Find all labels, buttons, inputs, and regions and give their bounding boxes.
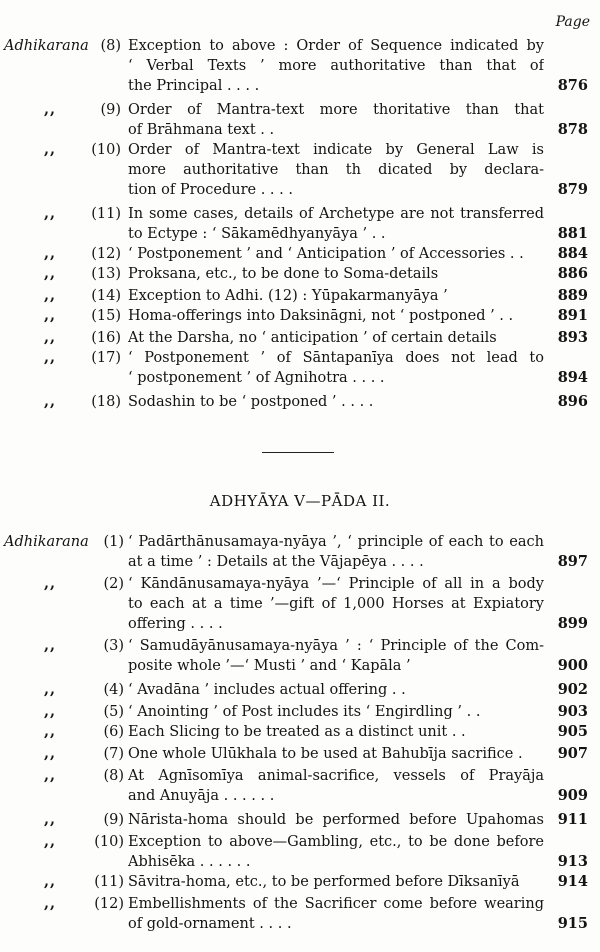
toc-entry [0,286,600,306]
entry-text [128,832,544,872]
ditto-mark: ,, [44,393,57,410]
adhikarana-label: Adhikarana [4,534,89,550]
entry-text-line: ‘ Postponement ’ of Sāntapanīya does not lead to [128,350,544,366]
entry-number: (8) [100,38,121,54]
entry-text-line: Order of Mantra-text more thoritative than that [128,102,544,118]
entry-text-line: more authoritative than th dicated by declara- [128,162,544,178]
entry-text [128,766,544,806]
page-number: 879 [557,181,588,198]
entry-text-line: of Brāhmana text . . [128,122,275,138]
page-number: 876 [557,77,588,94]
ditto-mark: ,, [44,767,57,784]
entry-text-line: Homa-offerings into Daksināgni, not ‘ postponed ’ . . [128,308,514,324]
entry-number: (14) [91,288,121,304]
entry-text [128,574,544,634]
page-number: 903 [557,703,588,720]
section-heading: ADHYĀYA V—PĀDA II. [209,492,391,510]
entry-text [128,744,544,764]
page-number: 909 [557,787,588,804]
entry-text-line: at a time ’ : Details at the Vājapēya . . . . [128,554,424,570]
page-number: 881 [557,225,588,242]
toc-entry [0,140,600,200]
page-number: 899 [557,615,588,632]
entry-text [128,264,544,284]
entry-text-line: In some cases, details of Archetype are not transferred [128,206,544,222]
entry-text [128,100,544,140]
entry-text-line: offering . . . . [128,616,223,632]
page-number: 889 [557,287,588,304]
ditto-mark: ,, [44,895,57,912]
toc-entry [0,306,600,326]
entry-text [128,286,544,306]
entry-number: (9) [103,812,124,828]
section-divider-rule [262,452,334,453]
entry-text [128,306,544,326]
ditto-mark: ,, [44,205,57,222]
page-number: 878 [557,121,588,138]
entry-text-line: Exception to above : Order of Sequence indicated by [128,38,544,54]
toc-entry [0,722,600,742]
entry-number: (18) [91,394,121,410]
ditto-mark: ,, [44,681,57,698]
ditto-mark: ,, [44,101,57,118]
entry-number: (12) [91,246,121,262]
toc-entry [0,872,600,892]
ditto-mark: ,, [44,723,57,740]
entry-text-line: Exception to above—Gambling, etc., to be done before [128,834,544,850]
entry-text [128,392,544,412]
toc-entry [0,636,600,676]
ditto-mark: ,, [44,575,57,592]
entry-number: (5) [103,704,124,720]
entry-number: (16) [91,330,121,346]
entry-number: (17) [91,350,121,366]
toc-entry [0,532,600,572]
entry-text-line: Nārista-homa should be performed before Upahomas [128,812,544,828]
toc-entry [0,244,600,264]
page-number: 896 [557,393,588,410]
page-label: Page [555,14,590,30]
entry-number: (11) [94,874,124,890]
toc-entry [0,680,600,700]
entry-text-line: ‘ Verbal Texts ’ more authoritative than that of [128,58,544,74]
toc-entry [0,204,600,244]
entry-text-line: One whole Ulūkhala to be used at Bahubīja sacrifice . [128,746,523,762]
entry-text-line: ‘ Anointing ’ of Post includes its ‘ Engirdling ’ . . [128,704,481,720]
entry-text [128,348,544,388]
entry-text-line: ‘ Kāndānusamaya-nyāya ’—‘ Principle of all in a body [128,576,544,592]
page-number: 911 [557,811,588,828]
entry-text-line: Exception to Adhi. (12) : Yūpakarmanyāya ’ [128,288,448,304]
ditto-mark: ,, [44,637,57,654]
entry-text-line: to Ectype : ‘ Sākamēdhyanyāya ’ . . [128,226,386,242]
entry-text-line: ‘ Avadāna ’ includes actual offering . . [128,682,406,698]
page-number: 915 [557,915,588,932]
entry-number: (6) [103,724,124,740]
page-number: 907 [557,745,588,762]
entry-text-line: Proksana, etc., to be done to Soma-details [128,266,439,282]
page-number: 893 [557,329,588,346]
toc-entry [0,36,600,96]
entry-text [128,702,544,722]
entry-text-line: to each at a time ’—gift of 1,000 Horses at Expiatory [128,596,544,612]
entry-number: (1) [103,534,124,550]
entry-text-line: the Principal . . . . [128,78,260,94]
entry-number: (13) [91,266,121,282]
toc-entry [0,702,600,722]
entry-text [128,636,544,676]
page-number: 913 [557,853,588,870]
toc-entry [0,894,600,934]
page-number: 897 [557,553,588,570]
page-number: 902 [557,681,588,698]
ditto-mark: ,, [44,349,57,366]
toc-entry [0,766,600,806]
entry-number: (9) [100,102,121,118]
entry-text-line: At the Darsha, no ‘ anticipation ’ of certain details [128,330,497,346]
entry-text-line: ‘ Postponement ’ and ‘ Anticipation ’ of Accessories . . [128,246,524,262]
entry-text-line: ‘ Padārthānusamaya-nyāya ’, ‘ principle of each to each [128,534,544,550]
ditto-mark: ,, [44,141,57,158]
ditto-mark: ,, [44,307,57,324]
entry-number: (15) [91,308,121,324]
toc-entry [0,100,600,140]
entry-text-line: Order of Mantra-text indicate by General Law is [128,142,544,158]
entry-text-line: ‘ postponement ’ of Agnihotra . . . . [128,370,385,386]
entry-text-line: At Agnīsomīya animal-sacrifice, vessels of Prayāja [128,768,544,784]
toc-entry [0,328,600,348]
ditto-mark: ,, [44,329,57,346]
toc-entry [0,574,600,634]
toc-entry [0,264,600,284]
page-number: 886 [557,265,588,282]
entry-text-line: posite whole ’—‘ Musti ’ and ‘ Kapāla ’ [128,658,411,674]
toc-entry [0,832,600,872]
entry-text-line: Abhisēka . . . . . . [128,854,251,870]
entry-text [128,894,544,934]
entry-text [128,140,544,200]
page-number: 914 [557,873,588,890]
page-number: 884 [557,245,588,262]
entry-number: (4) [103,682,124,698]
toc-entry [0,744,600,764]
entry-number: (7) [103,746,124,762]
entry-text [128,328,544,348]
ditto-mark: ,, [44,245,57,262]
ditto-mark: ,, [44,745,57,762]
entry-text [128,872,544,892]
entry-text-line: Embellishments of the Sacrificer come before wearing [128,896,544,912]
entry-number: (2) [103,576,124,592]
page-number: 894 [557,369,588,386]
entry-number: (11) [91,206,121,222]
entry-number: (10) [91,142,121,158]
entry-text [128,36,544,96]
entry-text [128,722,544,742]
entry-text-line: Each Slicing to be treated as a distinct unit . . [128,724,466,740]
entry-text [128,810,544,830]
ditto-mark: ,, [44,703,57,720]
toc-entry [0,810,600,830]
ditto-mark: ,, [44,833,57,850]
entry-number: (3) [103,638,124,654]
ditto-mark: ,, [44,811,57,828]
entry-text-line: Sāvitra-homa, etc., to be performed before Dīksanīyā [128,874,520,890]
entry-number: (8) [103,768,124,784]
entry-text-line: and Anuyāja . . . . . . [128,788,275,804]
entry-number: (10) [94,834,124,850]
entry-number: (12) [94,896,124,912]
page-number: 905 [557,723,588,740]
ditto-mark: ,, [44,265,57,282]
ditto-mark: ,, [44,287,57,304]
entry-text [128,532,544,572]
toc-entry [0,392,600,412]
ditto-mark: ,, [44,873,57,890]
entry-text-line: ‘ Samudāyānusamaya-nyāya ’ : ‘ Principle of the Com- [128,638,544,654]
entry-text [128,204,544,244]
toc-entry [0,348,600,388]
adhikarana-label: Adhikarana [4,38,89,54]
entry-text-line: Sodashin to be ‘ postponed ’ . . . . [128,394,374,410]
entry-text [128,244,544,264]
entry-text-line: tion of Procedure . . . . [128,182,293,198]
page-number: 891 [557,307,588,324]
page-number: 900 [557,657,588,674]
entry-text [128,680,544,700]
entry-text-line: of gold-ornament . . . . [128,916,292,932]
